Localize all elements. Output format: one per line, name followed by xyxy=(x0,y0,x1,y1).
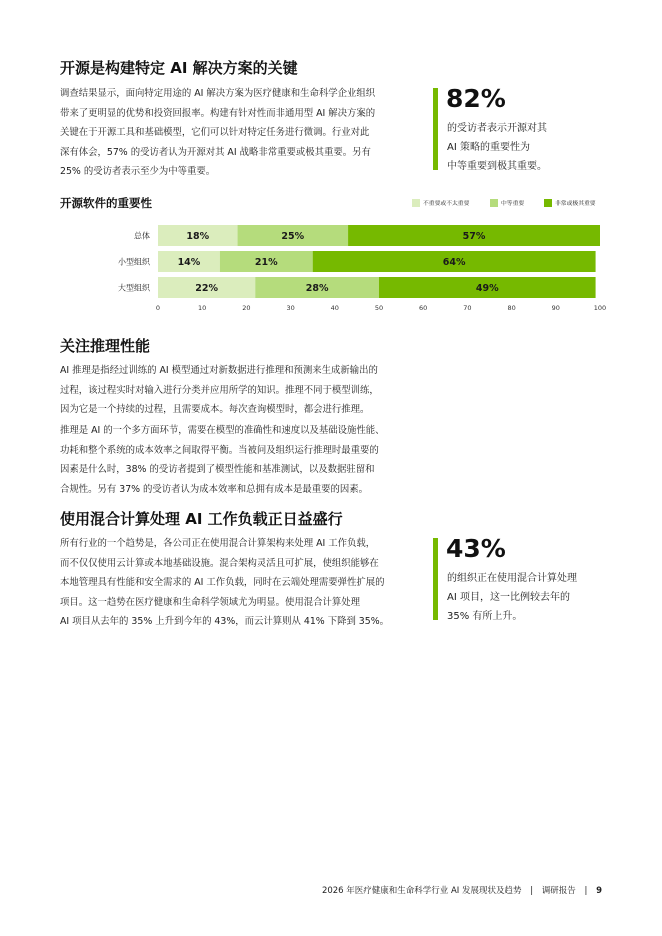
paragraph-line: 带来了更明显的优势和投资回报率。构建有针对性而非通用型 AI 解决方案的 xyxy=(60,107,376,119)
footer-report-title: 2026 年医疗健康和生命科学行业 AI 发展现状及趋势 xyxy=(321,886,522,896)
category-label: 总体 xyxy=(134,231,150,241)
data-label: 57% xyxy=(462,231,486,242)
paragraph-line: 推理是 AI 的一个多方面环节，需要在模型的准确性和速度以及基础设施性能、 xyxy=(60,425,385,436)
callout-line: 的受访者表示开源对其 xyxy=(447,123,547,134)
paragraph-line: 本地管理具有性能和安全需求的 AI 工作负载，同时在云端处理需要弹性扩展的 xyxy=(60,577,385,589)
paragraph-line: 而不仅仅使用云计算或本地基础设施。混合架构灵活且可扩展，使组织能够在 xyxy=(60,557,379,569)
data-label: 21% xyxy=(254,257,278,268)
paragraph-line: AI 推理是指经过训练的 AI 模型通过对新数据进行推理和预测来生成新输出的 xyxy=(60,365,378,376)
callout-text xyxy=(447,569,577,626)
x-tick-label: 10 xyxy=(198,304,207,312)
data-label: 14% xyxy=(177,257,201,268)
x-tick-label: 100 xyxy=(593,304,607,312)
callout-line: 35% 有所上升。 xyxy=(447,611,523,622)
x-tick-label: 60 xyxy=(419,304,428,312)
paragraph-line: 因素是什么时，38% 的受访者提到了模型性能和基准测试，以及数据驻留和 xyxy=(60,464,375,476)
paragraph-line: 功耗和整个系统的成本效率之间取得平衡。当被问及组织运行推理时最重要的 xyxy=(60,444,379,456)
paragraph-line: 深有体会，57% 的受访者认为开源对其 AI 战略非常重要或极其重要。另有 xyxy=(60,146,371,158)
section2-paragraph-2 xyxy=(60,421,385,499)
paragraph-line: 合规性。另有 37% 的受访者认为成本效率和总拥有成本是最重要的因素。 xyxy=(60,483,369,495)
data-label: 22% xyxy=(195,283,218,294)
stacked-bar-chart xyxy=(0,0,662,330)
x-tick-label: 50 xyxy=(374,304,384,312)
section2-paragraph-1 xyxy=(60,361,379,420)
paragraph-line: 因为它是一个持续的过程，且需要成本。每次查询模型时，都会进行推理。 xyxy=(60,404,370,416)
x-tick-label: 0 xyxy=(155,304,161,312)
paragraph-line: 关键在于开源工具和基础模型，它们可以针对特定任务进行微调。行业对此 xyxy=(60,127,370,139)
x-tick-label: 80 xyxy=(507,304,516,312)
section-heading-inference: 关注推理性能 xyxy=(60,337,151,355)
x-tick-label: 20 xyxy=(242,304,251,312)
data-label: 25% xyxy=(281,231,305,242)
page-number: 9 xyxy=(596,886,602,896)
legend-label: 中等重要 xyxy=(501,201,525,207)
page-footer xyxy=(322,884,602,896)
callout-stat-43: 43% xyxy=(446,534,506,563)
footer-separator: | xyxy=(530,886,534,896)
data-label: 18% xyxy=(186,231,210,242)
paragraph-line: 调查结果显示，面向特定用途的 AI 解决方案为医疗健康和生命科学企业组织 xyxy=(60,88,376,99)
legend-label: 非常或极其重要 xyxy=(555,201,596,207)
legend-label: 不重要或不太重要 xyxy=(423,201,470,207)
category-label: 小型组织 xyxy=(118,257,150,267)
chart-title: 开源软件的重要性 xyxy=(60,196,152,210)
paragraph-line: 25% 的受访者表示至少为中等重要。 xyxy=(60,166,216,178)
paragraph-line: 过程，该过程实时对输入进行分类并应用所学的知识。推理不同于模型训练， xyxy=(60,384,379,396)
paragraph-line: 项目。这一趋势在医疗健康和生命科学领域尤为明显。使用混合计算处理 xyxy=(60,596,361,608)
data-label: 49% xyxy=(475,283,499,294)
data-label: 64% xyxy=(442,257,466,268)
callout-line: 中等重要到极其重要。 xyxy=(447,161,547,172)
section-heading-open-source: 开源是构建特定 AI 解决方案的关键 xyxy=(60,59,298,77)
category-label: 大型组织 xyxy=(118,283,150,293)
callout-accent-bar xyxy=(433,538,438,620)
paragraph-line: AI 项目从去年的 35% 上升到今年的 43%，而云计算则从 41% 下降到 35%。 xyxy=(60,616,390,628)
footer-separator: | xyxy=(584,886,588,896)
data-label: 28% xyxy=(305,283,329,294)
x-tick-label: 40 xyxy=(330,304,339,312)
footer-report-type: 调研报告 xyxy=(541,886,576,896)
callout-line: AI 策略的重要性为 xyxy=(447,142,530,153)
callout-line: AI 项目，这一比例较去年的 xyxy=(447,592,570,603)
section-heading-hybrid-compute: 使用混合计算处理 AI 工作负载正日益盛行 xyxy=(60,510,343,528)
x-tick-label: 70 xyxy=(463,304,472,312)
x-tick-label: 90 xyxy=(551,304,560,312)
callout-line: 的组织正在使用混合计算处理 xyxy=(447,573,577,584)
x-tick-label: 30 xyxy=(286,304,295,312)
callout-stat-82: 82% xyxy=(446,84,506,113)
paragraph-line: 所有行业的一个趋势是，各公司正在使用混合计算架构来处理 AI 工作负载， xyxy=(60,538,376,549)
section3-paragraph xyxy=(60,534,389,632)
